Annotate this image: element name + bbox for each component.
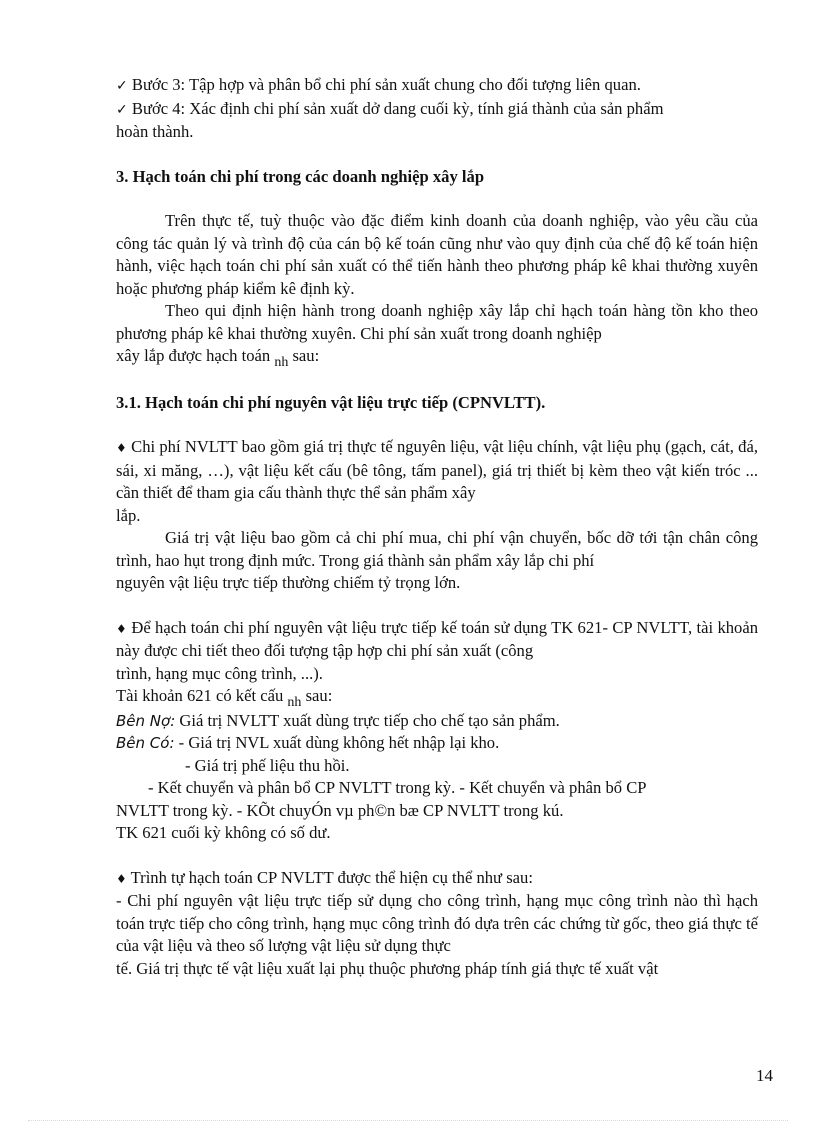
- diamond-bullet-icon: ♦: [116, 871, 127, 886]
- section-heading-3: 3. Hạch toán chi phí trong các doanh nghiệp xây lắp: [116, 166, 485, 186]
- bullet-paragraph-1-end: lắp.: [116, 505, 141, 525]
- diamond-bullet-icon: ♦: [116, 441, 127, 455]
- footer-divider: [28, 1120, 788, 1121]
- bullet-paragraph-2-end: trình, hạng mục công trình, ...).: [116, 663, 323, 683]
- tk621-balance-line: TK 621 cuối kỳ không có số dư.: [116, 823, 331, 842]
- section-heading-3-1: 3.1. Hạch toán chi phí nguyên vật liệu trực tiếp (CPNVLTT).: [116, 392, 546, 412]
- account-structure-line: Tài khoản 621 có kết cấu $_{nh}$ sau:: [116, 686, 333, 710]
- checkmark-icon: ✓: [116, 101, 128, 118]
- step-4-continuation: hoàn thành.: [116, 122, 194, 141]
- bullet-paragraph-3: ♦ Trình tự hạch toán CP NVLTT được thể hiện cụ thể như sau:: [116, 867, 533, 887]
- paragraph-3: Giá trị vật liệu bao gồm cả chi phí mua, chi phí vận chuyển, bốc dỡ tới tận chân công trình, hao hụt trong định mức. Trong giá thành sản phẩm xây lắp chi phí: [116, 528, 758, 570]
- document-page: [116, 74, 758, 980]
- diamond-bullet-icon: ♦: [116, 621, 127, 636]
- transfer-line: - Kết chuyển và phân bổ CP NVLTT trong kỳ. - Kết chuyển và phân bổ CP: [148, 778, 647, 797]
- credit-side-line-2: - Giá trị phế liệu thu hồi.: [185, 755, 350, 775]
- checkmark-icon: ✓: [116, 78, 128, 94]
- page-number: 14: [756, 1066, 773, 1085]
- credit-side-line: Bên Có: - Giá trị NVL xuất dùng không hết nhập lại kho.: [116, 733, 500, 752]
- paragraph-1: Trên thực tế, tuỳ thuộc vào đặc điểm kinh doanh của doanh nghiệp, vào yêu cầu của công tác quản lý và trình độ của cán bộ kế toán cũng như vào quy định của chế độ kế toán hiện hành, việc hạch toán chi phí sản xuất có thể tiến hành theo phương pháp kê khai thường xuyên hoặc phương pháp kiểm kê định kỳ.: [116, 211, 758, 298]
- bullet-paragraph-1: ♦ Chi phí NVLTT bao gồm giá trị thực tế nguyên liệu, vật liệu chính, vật liệu phụ (gạch, cát, đá, sái, xi măng, …), vật liệu kết cấu (bê tông, tấm panel), giá trị thiết bị kèm theo vật kiến tróc ... cần thiết để tham gia cấu thành thực thể sản phẩm xây: [116, 437, 758, 502]
- transfer-line-2: NVLTT trong kỳ. - KÕt chuyÓn vµ ph©n bæ CP NVLTT trong kú.: [116, 800, 564, 820]
- debit-side-line: Bên Nợ: Giá trị NVLTT xuất dùng trực tiếp cho chế tạo sản phẩm.: [116, 710, 560, 730]
- paragraph-2-end: xây lắp được hạch toán $_{nh}$ sau:: [116, 346, 320, 370]
- step-4-line: ✓ Bước 4: Xác định chi phí sản xuất dở dang cuối kỳ, tính giá thành của sản phẩm: [116, 98, 664, 118]
- paragraph-4-end: tế. Giá trị thực tế vật liệu xuất lại phụ thuộc phương pháp tính giá thực tế xuất vật: [116, 958, 659, 978]
- step-3-line: ✓ Bước 3: Tập hợp và phân bổ chi phí sản xuất chung cho đối tượng liên quan.: [116, 75, 641, 94]
- paragraph-4: - Chi phí nguyên vật liệu trực tiếp sử dụng cho công trình, hạng mục công trình nào thì hạch toán trực tiếp cho công trình, hạng mục công trình đó dựa trên các chứng từ gốc, theo giá thực tế của vật liệu và theo số lượng vật liệu sử dụng thực: [116, 891, 758, 955]
- bullet-paragraph-2: ♦ Để hạch toán chi phí nguyên vật liệu trực tiếp kế toán sử dụng TK 621- CP NVLTT, tài khoản này được chi tiết theo đối tượng tập hợp chi phí sản xuất (công: [116, 617, 759, 660]
- paragraph-3-end: nguyên vật liệu trực tiếp thường chiếm tỷ trọng lớn.: [116, 573, 461, 592]
- paragraph-2: Theo qui định hiện hành trong doanh nghiệp xây lắp chỉ hạch toán hàng tồn kho theo phương pháp kê khai thường xuyên. Chi phí sản xuất trong doanh nghiệp: [116, 301, 758, 343]
